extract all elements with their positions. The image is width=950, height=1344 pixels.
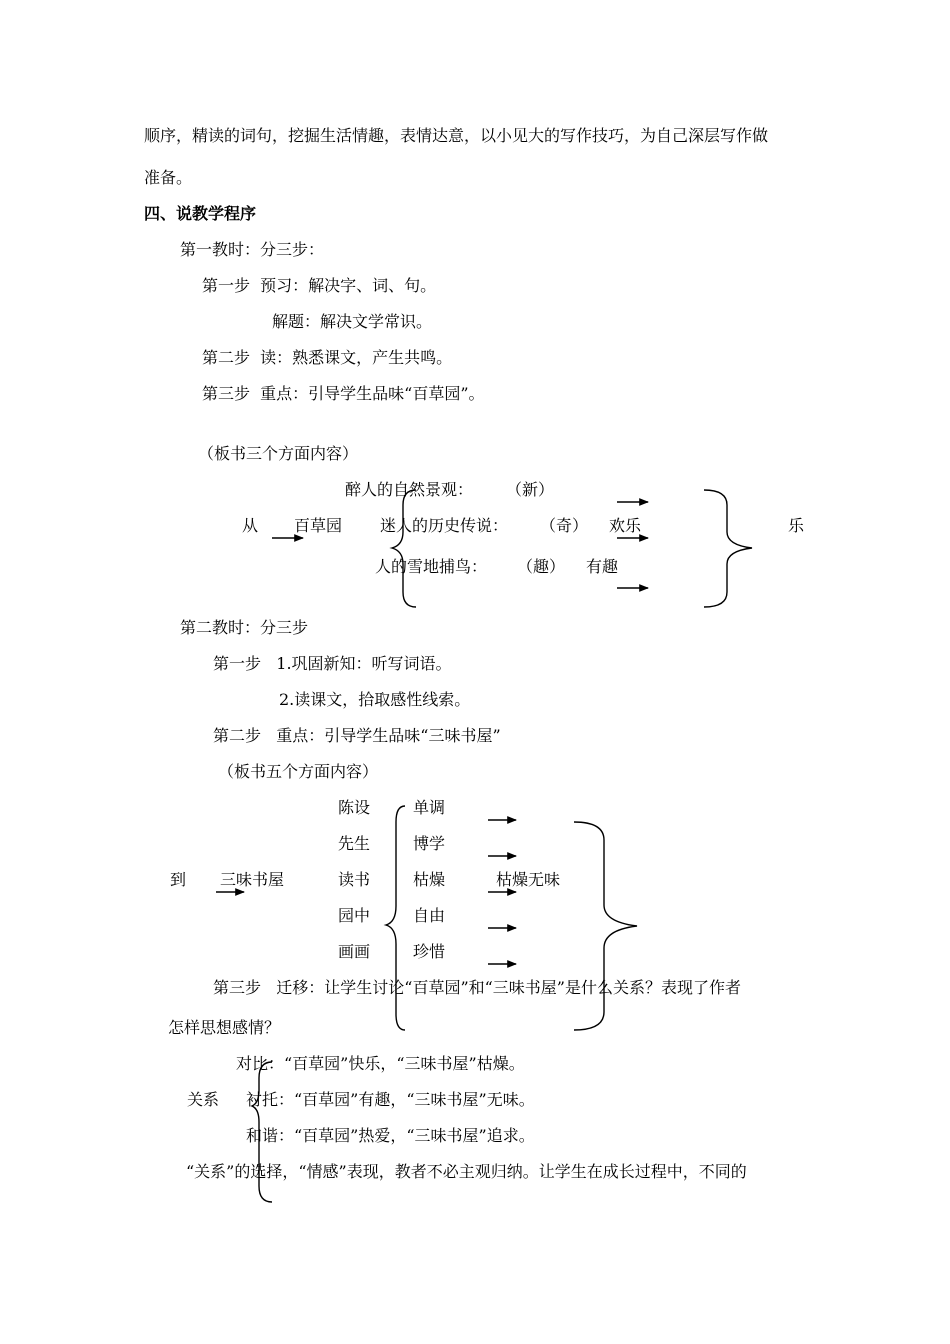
board1-row1-text: 醉人的自然景观： [345,480,474,499]
lesson2-board-note: （板书五个方面内容） [218,762,379,781]
board1-left-brace [392,490,416,607]
paragraph-continuation-line-1: 顺序，精读的词句，挖掘生活情趣，表情达意，以小见大的写作技巧，为自己深层写作做 [144,126,769,145]
board2-result: 枯燥无味 [496,870,561,889]
board2-item: 陈设 [338,798,371,817]
relation-item-harmony: 和谐：“百草园”热爱，“三味书屋”追求。 [246,1126,535,1145]
lesson2-step3-line2: 怎样思想感情？ [168,1018,281,1037]
board1-row3-text: 人的雪地捕鸟： [375,557,488,576]
lesson1-step3: 第三步 重点：引导学生品味“百草园”。 [202,384,485,403]
lesson1-step1-sub: 解题：解决文学常识。 [272,312,433,331]
board1-row2-result: 欢乐 [609,516,642,535]
lesson1-board-note: （板书三个方面内容） [198,444,359,463]
board2-right-brace [574,822,637,1030]
lesson2-step2: 第二步 重点：引导学生品味“三味书屋” [213,726,501,745]
board2-place: 三味书屋 [220,870,285,889]
lesson2-step1: 第一步 1.巩固新知：听写词语。 [213,654,452,673]
lesson2-title: 第二教时：分三步 [180,618,309,637]
board1-row3-result: 有趣 [586,557,619,576]
board2-quality: 自由 [413,906,446,925]
lesson2-step3-line1: 第三步 迁移：让学生讨论“百草园”和“三味书屋”是什么关系？表现了作者 [213,978,741,997]
closing-line: “关系”的选择，“情感”表现，教者不必主观归纳。让学生在成长过程中，不同的 [186,1162,747,1181]
board2-item: 读书 [338,870,371,889]
board1-row3-tag: （趣） [517,557,566,576]
lesson1-step1: 第一步 预习：解决字、词、句。 [202,276,437,295]
board1-right-brace [704,490,752,607]
board2-item: 园中 [338,906,371,925]
board2-to: 到 [170,870,187,889]
board1-final: 乐 [788,516,805,535]
board1-row1-tag: （新） [506,480,555,499]
lesson1-title: 第一教时：分三步： [180,240,325,259]
paragraph-continuation-line-2: 准备。 [144,168,193,187]
relation-item-foil: 衬托：“百草园”有趣，“三味书屋”无味。 [246,1090,535,1109]
relations-label: 关系 [187,1090,220,1109]
board2-quality: 珍惜 [413,942,446,961]
board1-place: 百草园 [294,516,343,535]
board2-item: 画画 [338,942,371,961]
board1-row2-text: 迷人的历史传说： [380,516,509,535]
relation-item-contrast: 对比：“百草园”快乐，“三味书屋”枯燥。 [236,1054,525,1073]
lesson1-step2: 第二步 读：熟悉课文，产生共鸣。 [202,348,453,367]
board2-quality: 博学 [413,834,446,853]
board1-from: 从 [242,516,259,535]
board2-quality: 单调 [413,798,446,817]
section-heading: 四、说教学程序 [144,204,257,223]
board2-quality: 枯燥 [413,870,446,889]
lesson2-step1-sub: 2.读课文，拾取感性线索。 [279,690,471,709]
board2-item: 先生 [338,834,371,853]
board1-row2-tag: （奇） [540,516,589,535]
